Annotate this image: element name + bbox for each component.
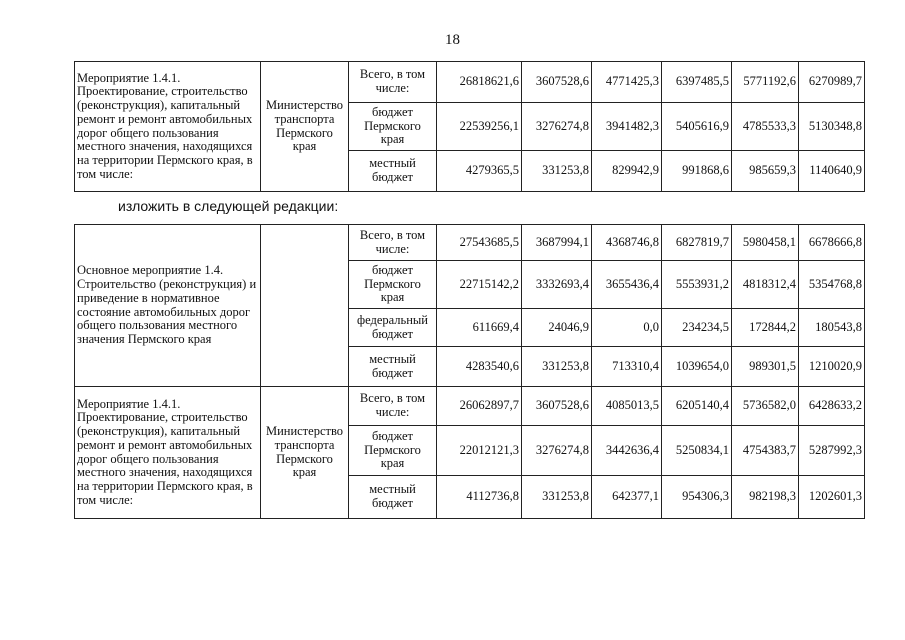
value-cell: 5980458,1 [732, 225, 799, 261]
program-table-new [74, 224, 865, 519]
responsible-executor: Министерство транспорта Пермского края [261, 387, 349, 519]
responsible-executor [261, 225, 349, 387]
value-cell: 982198,3 [732, 476, 799, 519]
funding-source: бюджет Пермского края [349, 103, 437, 151]
funding-source: бюджет Пермского края [349, 426, 437, 476]
value-cell: 4754383,7 [732, 426, 799, 476]
value-cell: 3276274,8 [522, 426, 592, 476]
value-cell: 234234,5 [662, 309, 732, 347]
value-cell: 6270989,7 [799, 62, 865, 103]
value-cell: 1039654,0 [662, 347, 732, 387]
page-number: 18 [445, 32, 460, 48]
value-cell: 611669,4 [437, 309, 522, 347]
value-cell: 5553931,2 [662, 261, 732, 309]
value-cell: 829942,9 [592, 151, 662, 192]
value-cell: 27543685,5 [437, 225, 522, 261]
value-cell: 3687994,1 [522, 225, 592, 261]
value-cell: 24046,9 [522, 309, 592, 347]
value-cell: 5250834,1 [662, 426, 732, 476]
value-cell: 954306,3 [662, 476, 732, 519]
value-cell: 713310,4 [592, 347, 662, 387]
value-cell: 22539256,1 [437, 103, 522, 151]
value-cell: 5405616,9 [662, 103, 732, 151]
funding-source: федеральный бюджет [349, 309, 437, 347]
value-cell: 5354768,8 [799, 261, 865, 309]
value-cell: 3276274,8 [522, 103, 592, 151]
table-row [75, 387, 865, 426]
value-cell: 5287992,3 [799, 426, 865, 476]
value-cell: 4368746,8 [592, 225, 662, 261]
value-cell: 5771192,6 [732, 62, 799, 103]
value-cell: 1202601,3 [799, 476, 865, 519]
value-cell: 4283540,6 [437, 347, 522, 387]
funding-source: местный бюджет [349, 347, 437, 387]
value-cell: 3607528,6 [522, 387, 592, 426]
funding-source: Всего, в том числе: [349, 62, 437, 103]
value-cell: 985659,3 [732, 151, 799, 192]
funding-source: Всего, в том числе: [349, 225, 437, 261]
responsible-executor: Министерство транспорта Пермского края [261, 62, 349, 192]
value-cell: 1140640,9 [799, 151, 865, 192]
value-cell: 4112736,8 [437, 476, 522, 519]
value-cell: 3655436,4 [592, 261, 662, 309]
funding-source: бюджет Пермского края [349, 261, 437, 309]
value-cell: 3332693,4 [522, 261, 592, 309]
value-cell: 4085013,5 [592, 387, 662, 426]
value-cell: 6397485,5 [662, 62, 732, 103]
activity-description: Мероприятие 1.4.1. Проектирование, строительство (реконструкция), капитальный ремонт и ремонт автомобильных дорог общего пользования местного значения, находящихся на территории Пермского края, в том числе: [75, 62, 261, 192]
value-cell: 22012121,3 [437, 426, 522, 476]
value-cell: 26818621,6 [437, 62, 522, 103]
value-cell: 6678666,8 [799, 225, 865, 261]
value-cell: 26062897,7 [437, 387, 522, 426]
funding-source: Всего, в том числе: [349, 387, 437, 426]
table-row [75, 225, 865, 261]
value-cell: 4279365,5 [437, 151, 522, 192]
value-cell: 991868,6 [662, 151, 732, 192]
value-cell: 3442636,4 [592, 426, 662, 476]
value-cell: 5130348,8 [799, 103, 865, 151]
value-cell: 172844,2 [732, 309, 799, 347]
funding-source: местный бюджет [349, 476, 437, 519]
value-cell: 331253,8 [522, 476, 592, 519]
value-cell: 6827819,7 [662, 225, 732, 261]
program-table-old [74, 61, 865, 192]
table-row [75, 62, 865, 103]
funding-source: местный бюджет [349, 151, 437, 192]
main-activity-description: Основное мероприятие 1.4. Строительство (реконструкция) и приведение в нормативное состояние автомобильных дорог общего пользования местного значения Пермского края [75, 225, 261, 387]
value-cell: 1210020,9 [799, 347, 865, 387]
value-cell: 6428633,2 [799, 387, 865, 426]
value-cell: 989301,5 [732, 347, 799, 387]
value-cell: 331253,8 [522, 347, 592, 387]
value-cell: 3941482,3 [592, 103, 662, 151]
value-cell: 3607528,6 [522, 62, 592, 103]
value-cell: 0,0 [592, 309, 662, 347]
value-cell: 5736582,0 [732, 387, 799, 426]
value-cell: 180543,8 [799, 309, 865, 347]
value-cell: 22715142,2 [437, 261, 522, 309]
value-cell: 4818312,4 [732, 261, 799, 309]
amendment-caption: изложить в следующей редакции: [118, 198, 339, 214]
value-cell: 4771425,3 [592, 62, 662, 103]
value-cell: 6205140,4 [662, 387, 732, 426]
activity-description: Мероприятие 1.4.1. Проектирование, строительство (реконструкция), капитальный ремонт и ремонт автомобильных дорог общего пользования местного значения, находящихся на территории Пермского края, в том числе: [75, 387, 261, 519]
value-cell: 642377,1 [592, 476, 662, 519]
value-cell: 331253,8 [522, 151, 592, 192]
value-cell: 4785533,3 [732, 103, 799, 151]
